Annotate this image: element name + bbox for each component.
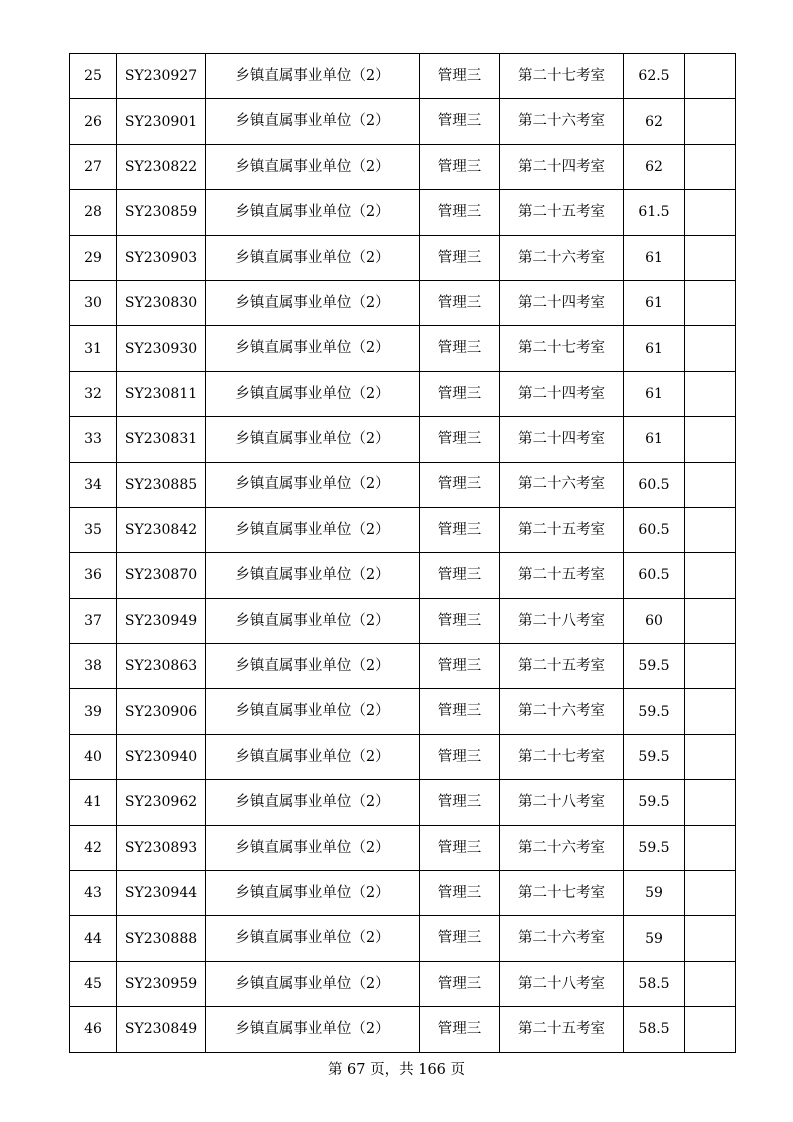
score-cell: 62	[624, 144, 685, 189]
exam-room-cell: 第二十六考室	[500, 825, 624, 870]
row-number-cell: 29	[70, 235, 117, 280]
exam-room-cell: 第二十四考室	[500, 144, 624, 189]
candidate-id-cell: SY230893	[117, 825, 206, 870]
candidate-id-cell: SY230849	[117, 1007, 206, 1052]
position-cell: 管理三	[420, 598, 500, 643]
unit-cell: 乡镇直属事业单位（2）	[206, 644, 420, 689]
table-row	[70, 644, 736, 689]
remark-cell	[685, 961, 736, 1006]
candidate-id-cell: SY230962	[117, 780, 206, 825]
candidate-id-cell: SY230888	[117, 916, 206, 961]
candidate-id-cell: SY230822	[117, 144, 206, 189]
candidate-id-cell: SY230959	[117, 961, 206, 1006]
score-cell: 61	[624, 280, 685, 325]
candidate-id-cell: SY230930	[117, 326, 206, 371]
score-cell: 60	[624, 598, 685, 643]
position-cell: 管理三	[420, 644, 500, 689]
exam-room-cell: 第二十四考室	[500, 417, 624, 462]
unit-cell: 乡镇直属事业单位（2）	[206, 916, 420, 961]
remark-cell	[685, 1007, 736, 1052]
position-cell: 管理三	[420, 235, 500, 280]
position-cell: 管理三	[420, 326, 500, 371]
row-number-cell: 26	[70, 99, 117, 144]
candidate-id-cell: SY230901	[117, 99, 206, 144]
position-cell: 管理三	[420, 280, 500, 325]
unit-cell: 乡镇直属事业单位（2）	[206, 961, 420, 1006]
row-number-cell: 25	[70, 54, 117, 99]
score-cell: 59.5	[624, 780, 685, 825]
score-cell: 59	[624, 916, 685, 961]
remark-cell	[685, 825, 736, 870]
position-cell: 管理三	[420, 144, 500, 189]
row-number-cell: 30	[70, 280, 117, 325]
remark-cell	[685, 462, 736, 507]
table-row	[70, 326, 736, 371]
unit-cell: 乡镇直属事业单位（2）	[206, 553, 420, 598]
remark-cell	[685, 507, 736, 552]
candidate-id-cell: SY230842	[117, 507, 206, 552]
table-row	[70, 734, 736, 779]
position-cell: 管理三	[420, 780, 500, 825]
unit-cell: 乡镇直属事业单位（2）	[206, 144, 420, 189]
exam-room-cell: 第二十四考室	[500, 280, 624, 325]
candidate-id-cell: SY230811	[117, 371, 206, 416]
candidate-id-cell: SY230870	[117, 553, 206, 598]
row-number-cell: 28	[70, 190, 117, 235]
position-cell: 管理三	[420, 916, 500, 961]
position-cell: 管理三	[420, 1007, 500, 1052]
exam-room-cell: 第二十六考室	[500, 99, 624, 144]
unit-cell: 乡镇直属事业单位（2）	[206, 280, 420, 325]
table-row	[70, 825, 736, 870]
remark-cell	[685, 780, 736, 825]
row-number-cell: 39	[70, 689, 117, 734]
table-row	[70, 190, 736, 235]
remark-cell	[685, 734, 736, 779]
score-cell: 61	[624, 235, 685, 280]
position-cell: 管理三	[420, 507, 500, 552]
table-row	[70, 54, 736, 99]
row-number-cell: 43	[70, 871, 117, 916]
candidate-id-cell: SY230830	[117, 280, 206, 325]
candidate-id-cell: SY230944	[117, 871, 206, 916]
score-cell: 58.5	[624, 1007, 685, 1052]
table-row	[70, 961, 736, 1006]
table-row	[70, 462, 736, 507]
candidate-id-cell: SY230903	[117, 235, 206, 280]
exam-room-cell: 第二十七考室	[500, 54, 624, 99]
remark-cell	[685, 417, 736, 462]
table-row	[70, 689, 736, 734]
score-cell: 62	[624, 99, 685, 144]
row-number-cell: 27	[70, 144, 117, 189]
position-cell: 管理三	[420, 417, 500, 462]
remark-cell	[685, 553, 736, 598]
row-number-cell: 41	[70, 780, 117, 825]
candidate-id-cell: SY230831	[117, 417, 206, 462]
row-number-cell: 46	[70, 1007, 117, 1052]
candidate-id-cell: SY230906	[117, 689, 206, 734]
exam-room-cell: 第二十八考室	[500, 780, 624, 825]
unit-cell: 乡镇直属事业单位（2）	[206, 417, 420, 462]
table-row	[70, 871, 736, 916]
remark-cell	[685, 916, 736, 961]
exam-room-cell: 第二十八考室	[500, 961, 624, 1006]
score-cell: 61	[624, 371, 685, 416]
table-row	[70, 280, 736, 325]
table-row	[70, 553, 736, 598]
unit-cell: 乡镇直属事业单位（2）	[206, 598, 420, 643]
position-cell: 管理三	[420, 371, 500, 416]
row-number-cell: 40	[70, 734, 117, 779]
unit-cell: 乡镇直属事业单位（2）	[206, 235, 420, 280]
position-cell: 管理三	[420, 99, 500, 144]
score-cell: 59.5	[624, 644, 685, 689]
exam-room-cell: 第二十八考室	[500, 598, 624, 643]
score-cell: 58.5	[624, 961, 685, 1006]
exam-room-cell: 第二十七考室	[500, 326, 624, 371]
exam-room-cell: 第二十五考室	[500, 553, 624, 598]
score-cell: 60.5	[624, 553, 685, 598]
remark-cell	[685, 235, 736, 280]
unit-cell: 乡镇直属事业单位（2）	[206, 871, 420, 916]
table-row	[70, 916, 736, 961]
position-cell: 管理三	[420, 462, 500, 507]
unit-cell: 乡镇直属事业单位（2）	[206, 326, 420, 371]
remark-cell	[685, 190, 736, 235]
score-cell: 59.5	[624, 689, 685, 734]
unit-cell: 乡镇直属事业单位（2）	[206, 462, 420, 507]
table-row	[70, 598, 736, 643]
position-cell: 管理三	[420, 54, 500, 99]
table-row	[70, 371, 736, 416]
table-row	[70, 780, 736, 825]
exam-room-cell: 第二十七考室	[500, 871, 624, 916]
unit-cell: 乡镇直属事业单位（2）	[206, 825, 420, 870]
position-cell: 管理三	[420, 871, 500, 916]
row-number-cell: 32	[70, 371, 117, 416]
row-number-cell: 34	[70, 462, 117, 507]
score-cell: 61	[624, 326, 685, 371]
score-cell: 61.5	[624, 190, 685, 235]
remark-cell	[685, 644, 736, 689]
exam-room-cell: 第二十六考室	[500, 462, 624, 507]
remark-cell	[685, 54, 736, 99]
score-cell: 60.5	[624, 462, 685, 507]
position-cell: 管理三	[420, 734, 500, 779]
table-row	[70, 99, 736, 144]
score-cell: 59	[624, 871, 685, 916]
remark-cell	[685, 871, 736, 916]
remark-cell	[685, 598, 736, 643]
unit-cell: 乡镇直属事业单位（2）	[206, 54, 420, 99]
remark-cell	[685, 371, 736, 416]
table-row	[70, 144, 736, 189]
unit-cell: 乡镇直属事业单位（2）	[206, 507, 420, 552]
candidate-id-cell: SY230859	[117, 190, 206, 235]
row-number-cell: 37	[70, 598, 117, 643]
position-cell: 管理三	[420, 190, 500, 235]
remark-cell	[685, 144, 736, 189]
exam-room-cell: 第二十五考室	[500, 644, 624, 689]
unit-cell: 乡镇直属事业单位（2）	[206, 99, 420, 144]
unit-cell: 乡镇直属事业单位（2）	[206, 689, 420, 734]
exam-room-cell: 第二十五考室	[500, 1007, 624, 1052]
row-number-cell: 42	[70, 825, 117, 870]
remark-cell	[685, 99, 736, 144]
remark-cell	[685, 689, 736, 734]
candidate-id-cell: SY230927	[117, 54, 206, 99]
candidate-id-cell: SY230885	[117, 462, 206, 507]
remark-cell	[685, 326, 736, 371]
unit-cell: 乡镇直属事业单位（2）	[206, 371, 420, 416]
row-number-cell: 44	[70, 916, 117, 961]
row-number-cell: 38	[70, 644, 117, 689]
row-number-cell: 36	[70, 553, 117, 598]
row-number-cell: 31	[70, 326, 117, 371]
unit-cell: 乡镇直属事业单位（2）	[206, 734, 420, 779]
candidate-id-cell: SY230949	[117, 598, 206, 643]
exam-room-cell: 第二十六考室	[500, 235, 624, 280]
position-cell: 管理三	[420, 553, 500, 598]
candidate-id-cell: SY230863	[117, 644, 206, 689]
row-number-cell: 33	[70, 417, 117, 462]
row-number-cell: 45	[70, 961, 117, 1006]
exam-room-cell: 第二十六考室	[500, 916, 624, 961]
unit-cell: 乡镇直属事业单位（2）	[206, 1007, 420, 1052]
candidate-id-cell: SY230940	[117, 734, 206, 779]
score-cell: 59.5	[624, 734, 685, 779]
remark-cell	[685, 280, 736, 325]
score-cell: 61	[624, 417, 685, 462]
exam-room-cell: 第二十七考室	[500, 734, 624, 779]
position-cell: 管理三	[420, 689, 500, 734]
exam-room-cell: 第二十六考室	[500, 689, 624, 734]
table-row	[70, 1007, 736, 1052]
score-cell: 59.5	[624, 825, 685, 870]
results-table	[69, 53, 736, 1053]
exam-room-cell: 第二十四考室	[500, 371, 624, 416]
score-cell: 60.5	[624, 507, 685, 552]
position-cell: 管理三	[420, 825, 500, 870]
position-cell: 管理三	[420, 961, 500, 1006]
unit-cell: 乡镇直属事业单位（2）	[206, 190, 420, 235]
score-cell: 62.5	[624, 54, 685, 99]
table-row	[70, 417, 736, 462]
row-number-cell: 35	[70, 507, 117, 552]
unit-cell: 乡镇直属事业单位（2）	[206, 780, 420, 825]
table-row	[70, 507, 736, 552]
exam-room-cell: 第二十五考室	[500, 190, 624, 235]
table-row	[70, 235, 736, 280]
exam-room-cell: 第二十五考室	[500, 507, 624, 552]
page-number: 第 67 页，共 166 页	[327, 1062, 466, 1078]
